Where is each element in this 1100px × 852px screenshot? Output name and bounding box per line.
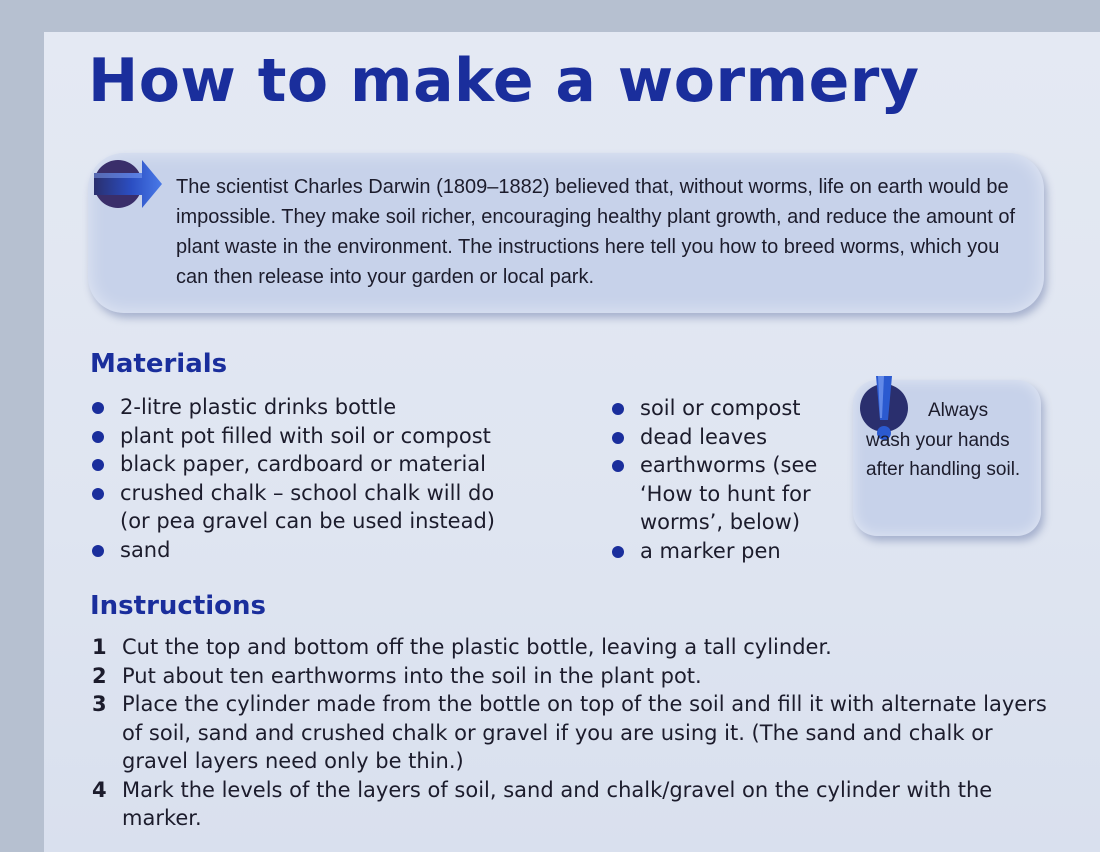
list-item: sand bbox=[90, 536, 495, 565]
list-item-sub: worms’, below) bbox=[640, 510, 801, 534]
materials-heading: Materials bbox=[90, 349, 228, 379]
step-text: Cut the top and bottom off the plastic bottle, leaving a tall cylinder. bbox=[122, 635, 832, 659]
list-item: black paper, cardboard or material bbox=[90, 450, 495, 479]
list-item: 2-litre plastic drinks bottle bbox=[90, 393, 495, 422]
list-item bbox=[90, 776, 1050, 833]
list-item: dead leaves bbox=[610, 423, 817, 452]
step-text: Put about ten earthworms into the soil in the plant pot. bbox=[122, 663, 702, 688]
step-text: Mark the levels of the layers of soil, sand and chalk/gravel on the cylinder with the marker. bbox=[122, 777, 993, 830]
list-item: crushed chalk – school chalk will do bbox=[90, 479, 495, 508]
materials-list-right bbox=[610, 394, 817, 565]
list-item-sub: ‘How to hunt for bbox=[640, 481, 811, 506]
step-number: 2 bbox=[92, 663, 107, 688]
list-item bbox=[90, 662, 1050, 691]
arrow-icon bbox=[92, 156, 164, 212]
list-item: soil or compost bbox=[610, 394, 817, 423]
intro-text: The scientist Charles Darwin (1809–1882) believed that, without worms, life on earth would be impossible. They make soil richer, encouraging healthy plant growth, and reduce the amount of plant waste in the environment. The instructions here tell you how to breed worms, which you can then release into your garden or local park. bbox=[176, 176, 1016, 288]
list-item-sub: (or pea gravel can be used instead) bbox=[120, 509, 495, 533]
list-item: plant pot filled with soil or compost bbox=[90, 422, 495, 451]
materials-list-left bbox=[90, 393, 495, 564]
step-number: 1 bbox=[92, 635, 107, 659]
list-item bbox=[90, 633, 1050, 662]
list-item: earthworms (see bbox=[610, 451, 817, 480]
list-item bbox=[90, 690, 1050, 776]
list-item-continuation bbox=[610, 508, 817, 537]
list-item: a marker pen bbox=[610, 537, 817, 566]
list-item-continuation bbox=[610, 480, 817, 509]
safety-text: Always wash your hands after handling soil. bbox=[866, 400, 1021, 480]
step-number: 4 bbox=[92, 777, 107, 802]
instructions-list bbox=[90, 633, 1050, 833]
instructions-heading: Instructions bbox=[90, 591, 267, 621]
list-item-continuation bbox=[90, 507, 495, 536]
step-number: 3 bbox=[92, 692, 107, 716]
page-title: How to make a wormery bbox=[88, 46, 920, 116]
step-text: Place the cylinder made from the bottle on top of the soil and fill it with alternate layers of soil, sand and crushed chalk or gravel if you are using it. (The sand and chalk or gravel layers need only be thin.) bbox=[122, 692, 1047, 773]
